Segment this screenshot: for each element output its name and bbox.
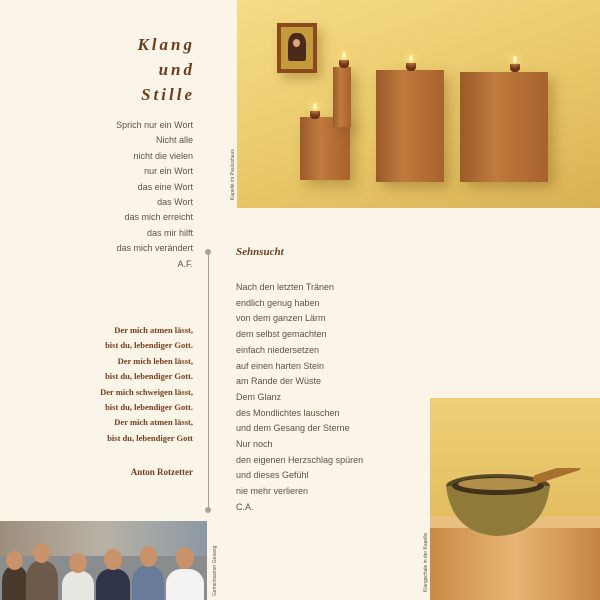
poem-line: von dem ganzen Lärm bbox=[236, 313, 326, 324]
icon-painting bbox=[277, 23, 317, 73]
poem-line: dem selbst gemachten bbox=[236, 329, 327, 340]
poem-author-initials: A.F. bbox=[177, 258, 193, 269]
poem-line: das eine Wort bbox=[137, 181, 193, 192]
poem-line: auf einen harten Stein bbox=[236, 360, 325, 371]
poem-line: Der mich leben lässt, bbox=[117, 355, 193, 366]
poem-line: nicht die vielen bbox=[133, 150, 193, 161]
poem-line: am Rande der Wüste bbox=[236, 376, 322, 387]
poem-line: Der mich atmen lässt, bbox=[114, 325, 193, 335]
caption-singing-bowl: Klangschale in der Kapelle bbox=[423, 532, 429, 592]
poem-line: Dem Glanz bbox=[236, 391, 282, 402]
poem-line: des Mondlichtes lauschen bbox=[236, 407, 340, 418]
poem-line: das mir hilft bbox=[146, 227, 193, 238]
poem-line: Der mich schweigen lässt, bbox=[100, 386, 193, 397]
singer-head bbox=[140, 546, 157, 567]
poem-lebendiger-gott bbox=[0, 323, 193, 446]
poem-line: bist du, lebendiger Gott. bbox=[105, 340, 193, 351]
chapel-photo bbox=[237, 0, 600, 208]
divider-dot-bottom bbox=[205, 507, 211, 513]
singer-head bbox=[69, 553, 87, 573]
candle bbox=[510, 64, 520, 72]
poem-line: einfach niedersetzen bbox=[236, 344, 320, 355]
candle-flame bbox=[513, 56, 517, 63]
title-line: Stille bbox=[141, 85, 195, 104]
candle-flame bbox=[409, 55, 413, 62]
divider-dot-top bbox=[205, 249, 211, 255]
caption-choir: Gemeinsamer Gesang bbox=[212, 545, 218, 596]
poem-sehnsucht bbox=[236, 280, 426, 516]
candle bbox=[310, 111, 320, 119]
caption-chapel: Kapelle im Paulushaus bbox=[230, 149, 236, 200]
vertical-divider bbox=[208, 252, 209, 510]
choir-photo bbox=[0, 521, 207, 600]
poem-line: den eigenen Herzschlag spüren bbox=[236, 454, 364, 465]
poem-line: nur ein Wort bbox=[144, 166, 193, 177]
title-line: Klang bbox=[137, 35, 195, 54]
title-line: und bbox=[158, 60, 195, 79]
singer-head bbox=[104, 549, 122, 570]
wooden-shelf bbox=[460, 72, 548, 182]
candle-flame bbox=[313, 103, 317, 110]
poem-line: Nur noch bbox=[236, 439, 273, 450]
poem-line: und dem Gesang der Sterne bbox=[236, 423, 350, 434]
poem-author: Anton Rotzetter bbox=[130, 467, 193, 477]
poem-line: endlich genug haben bbox=[236, 297, 320, 308]
poem-sprich-nur-ein-wort bbox=[13, 118, 193, 272]
candle bbox=[339, 60, 349, 68]
poem-line: Sprich nur ein Wort bbox=[116, 120, 193, 130]
singer bbox=[132, 566, 164, 600]
singer-head bbox=[176, 547, 194, 569]
singer bbox=[62, 571, 94, 600]
candle bbox=[406, 63, 416, 71]
candle-flame bbox=[342, 52, 346, 59]
singer bbox=[26, 561, 58, 600]
poem-author-initials: C.A. bbox=[236, 501, 254, 512]
poem-line: nie mehr verlieren bbox=[236, 486, 309, 497]
singer bbox=[2, 566, 28, 600]
poem-line: das Wort bbox=[157, 197, 193, 208]
singing-bowl-icon bbox=[442, 468, 592, 548]
title bbox=[137, 32, 195, 107]
wooden-shelf bbox=[376, 70, 444, 182]
poem-line: das mich erreicht bbox=[124, 212, 193, 223]
singer-head bbox=[33, 543, 50, 563]
singing-bowl-photo bbox=[430, 398, 600, 600]
wooden-shelf bbox=[333, 67, 351, 127]
singer bbox=[166, 569, 204, 600]
poem-line: bist du, lebendiger Gott bbox=[107, 432, 193, 443]
poem-title-sehnsucht: Sehnsucht bbox=[236, 246, 284, 258]
poem-line: Nicht alle bbox=[155, 135, 193, 146]
poem-line: bist du, lebendiger Gott. bbox=[105, 371, 193, 382]
singer-head bbox=[6, 551, 23, 570]
poem-line: das mich verändert bbox=[116, 243, 193, 254]
poem-line: Der mich atmen lässt, bbox=[114, 417, 193, 428]
singer bbox=[96, 569, 130, 600]
poem-line: bist du, lebendiger Gott. bbox=[105, 402, 193, 413]
poem-line: Nach den letzten Tränen bbox=[236, 282, 335, 292]
poem-line: und dieses Gefühl bbox=[236, 470, 309, 481]
